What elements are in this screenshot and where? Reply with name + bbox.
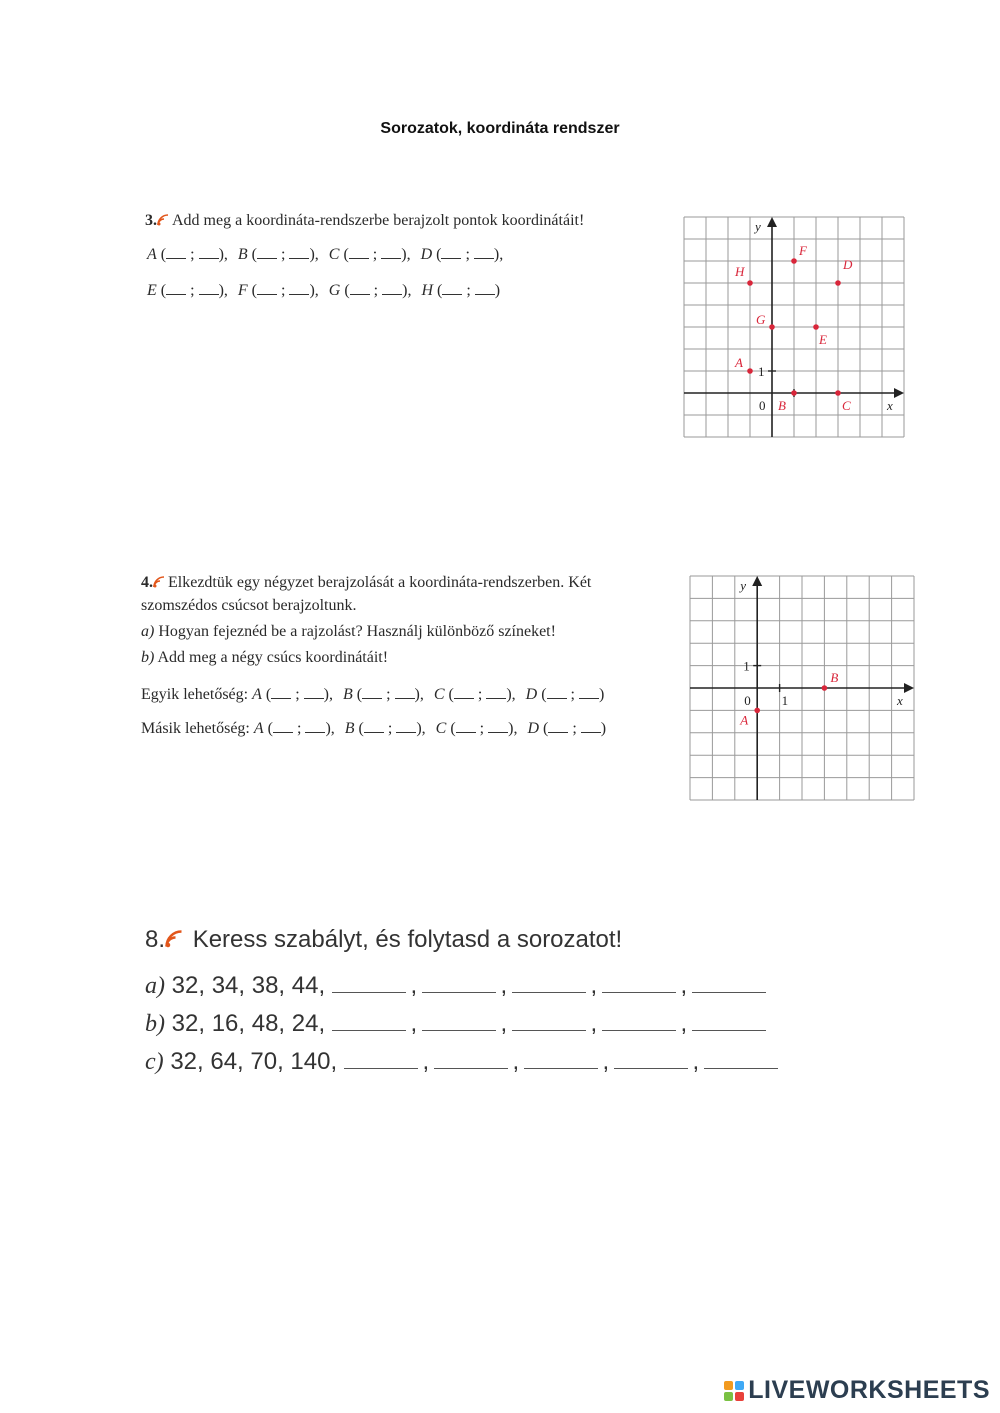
sequence-answer-blank[interactable] bbox=[422, 974, 496, 993]
sequence-row-b: b) 32, 16, 48, 24, , , , , bbox=[145, 1010, 778, 1038]
point-label: D bbox=[527, 720, 539, 737]
sequence-answer-blank[interactable] bbox=[512, 974, 586, 993]
point-f-marker bbox=[791, 258, 797, 264]
y-axis-arrow-icon bbox=[767, 217, 777, 227]
point-b-marker bbox=[791, 390, 797, 396]
coordinate-answer-g: G ( ; ), bbox=[328, 282, 412, 299]
sequence-answer-blank[interactable] bbox=[422, 1012, 496, 1031]
answer-blank-x[interactable] bbox=[362, 686, 382, 699]
task4-b-label: b) bbox=[141, 649, 155, 666]
task4-number: 4. bbox=[141, 574, 153, 591]
sequence-label: a) bbox=[145, 973, 165, 999]
sequence-answer-blank[interactable] bbox=[344, 1050, 418, 1069]
answer-blank-y[interactable] bbox=[486, 686, 506, 699]
answer-blank-y[interactable] bbox=[475, 282, 495, 295]
task4-prompt bbox=[141, 572, 681, 669]
origin-label: 0 bbox=[759, 398, 766, 413]
point-label: B bbox=[237, 246, 248, 263]
coordinate-answer-a: A ( ; ), bbox=[252, 686, 333, 703]
sequence-answer-blank[interactable] bbox=[524, 1050, 598, 1069]
point-d-marker bbox=[835, 280, 841, 286]
point-label: C bbox=[328, 246, 340, 263]
logo-icon bbox=[724, 1381, 744, 1401]
sequence-answer-blank[interactable] bbox=[614, 1050, 688, 1069]
point-label: B bbox=[344, 720, 355, 737]
point-label: D bbox=[525, 686, 538, 703]
point-label: A bbox=[253, 720, 264, 737]
task3-answer-row2 bbox=[147, 280, 510, 302]
answer-blank-y[interactable] bbox=[304, 686, 324, 699]
coordinate-answer-a: A ( ; ), bbox=[253, 720, 335, 737]
point-label: F bbox=[237, 282, 248, 299]
task4-b-text: Add meg a négy csúcs koordinátáit! bbox=[157, 649, 389, 666]
sequence-answer-blank[interactable] bbox=[704, 1050, 778, 1069]
task3-prompt-text: Add meg a koordináta-rendszerbe berajzolt pontok koordinátáit! bbox=[172, 212, 585, 229]
coordinate-answer-d: D ( ; ) bbox=[527, 720, 607, 737]
sequence-values: 32, 64, 70, 140, bbox=[170, 1048, 338, 1075]
task4-option1-row bbox=[141, 684, 614, 706]
x-axis-arrow-icon bbox=[904, 683, 914, 693]
task3-answer-row1 bbox=[147, 244, 513, 266]
sequence-answer-blank[interactable] bbox=[692, 974, 766, 993]
sequence-answer-blank[interactable] bbox=[332, 1012, 406, 1031]
answer-blank-y[interactable] bbox=[579, 686, 599, 699]
answer-blank-x[interactable] bbox=[257, 246, 277, 259]
answer-blank-y[interactable] bbox=[289, 246, 309, 259]
coordinate-answer-f: F ( ; ), bbox=[237, 282, 319, 299]
signal-icon bbox=[153, 573, 165, 595]
answer-blank-x[interactable] bbox=[166, 282, 186, 295]
y-axis-label: y bbox=[755, 219, 761, 234]
signal-icon bbox=[165, 927, 183, 955]
answer-blank-x[interactable] bbox=[454, 686, 474, 699]
point-g-marker bbox=[769, 324, 775, 330]
point-label: C bbox=[433, 686, 445, 703]
point-a-label: A bbox=[735, 355, 743, 370]
point-label: B bbox=[342, 686, 353, 703]
task4-a-text: Hogyan fejeznéd be a rajzolást? Használj különböző színeket! bbox=[158, 623, 556, 640]
logo-text: LIVEWORKSHEETS bbox=[748, 1376, 990, 1404]
answer-blank-x[interactable] bbox=[350, 282, 370, 295]
task4-option2-row bbox=[141, 718, 616, 740]
answer-blank-x[interactable] bbox=[166, 246, 186, 259]
sequence-row-c: c) 32, 64, 70, 140, , , , , bbox=[145, 1048, 778, 1076]
task3-number: 3. bbox=[145, 212, 157, 229]
point-e-marker bbox=[813, 324, 819, 330]
answer-blank-y[interactable] bbox=[199, 246, 219, 259]
answer-blank-y[interactable] bbox=[581, 720, 601, 733]
task4-option1-label: Egyik lehetőség: bbox=[141, 686, 249, 703]
answer-blank-x[interactable] bbox=[441, 246, 461, 259]
coordinate-answer-d: D ( ; ) bbox=[525, 686, 605, 703]
x-axis-arrow-icon bbox=[894, 388, 904, 398]
origin-label: 0 bbox=[744, 693, 751, 708]
answer-blank-y[interactable] bbox=[395, 686, 415, 699]
point-label: D bbox=[420, 246, 433, 263]
task4-prompt-line2: szomszédos csúcsot berajzoltunk. bbox=[141, 597, 357, 614]
answer-blank-y[interactable] bbox=[474, 246, 494, 259]
x-unit-label: 1 bbox=[781, 693, 789, 708]
sequence-row-a: a) 32, 34, 38, 44, , , , , bbox=[145, 972, 778, 1000]
task8-prompt-text: Keress szabályt, és folytasd a sorozatot! bbox=[192, 926, 623, 953]
coordinate-answer-c: C ( ; ), bbox=[328, 246, 411, 263]
answer-blank-y[interactable] bbox=[382, 282, 402, 295]
coordinate-answer-b: B ( ; ), bbox=[237, 246, 319, 263]
coordinate-answer-c: C ( ; ), bbox=[435, 720, 518, 737]
answer-blank-y[interactable] bbox=[381, 246, 401, 259]
sequence-values: 32, 34, 38, 44, bbox=[171, 972, 326, 999]
point-b-label: B bbox=[830, 670, 839, 685]
sequence-answer-blank[interactable] bbox=[434, 1050, 508, 1069]
answer-blank-x[interactable] bbox=[273, 720, 293, 733]
answer-blank-x[interactable] bbox=[364, 720, 384, 733]
point-c-marker bbox=[835, 390, 841, 396]
task3-prompt bbox=[145, 210, 584, 233]
point-g-label: G bbox=[756, 312, 766, 327]
task3-coordinate-grid bbox=[683, 216, 905, 438]
point-b-label: B bbox=[778, 398, 786, 413]
answer-blank-y[interactable] bbox=[305, 720, 325, 733]
task8-number: 8. bbox=[145, 926, 166, 953]
answer-blank-x[interactable] bbox=[456, 720, 476, 733]
coordinate-answer-c: C ( ; ), bbox=[433, 686, 516, 703]
answer-blank-x[interactable] bbox=[271, 686, 291, 699]
answer-blank-x[interactable] bbox=[547, 686, 567, 699]
coordinate-answer-d: D ( ; ), bbox=[420, 246, 504, 263]
task4-prompt-line1: Elkezdtük egy négyzet berajzolását a koordináta-rendszerben. Két bbox=[168, 574, 592, 591]
point-label: G bbox=[328, 282, 341, 299]
answer-blank-y[interactable] bbox=[289, 282, 309, 295]
answer-blank-x[interactable] bbox=[442, 282, 462, 295]
task8-prompt bbox=[145, 926, 622, 955]
point-label: E bbox=[147, 282, 157, 299]
coordinate-answer-e: E ( ; ), bbox=[147, 282, 228, 299]
answer-blank-x[interactable] bbox=[257, 282, 277, 295]
coordinate-answer-a: A ( ; ), bbox=[147, 246, 228, 263]
answer-blank-x[interactable] bbox=[349, 246, 369, 259]
answer-blank-y[interactable] bbox=[488, 720, 508, 733]
coordinate-answer-h: H ( ; ) bbox=[421, 282, 501, 299]
point-a-marker bbox=[747, 368, 753, 374]
point-c-label: C bbox=[842, 398, 851, 413]
answer-blank-y[interactable] bbox=[199, 282, 219, 295]
sequence-answer-blank[interactable] bbox=[692, 1012, 766, 1031]
answer-blank-x[interactable] bbox=[548, 720, 568, 733]
y-axis-label: y bbox=[740, 578, 746, 593]
point-f-label: F bbox=[799, 243, 807, 258]
sequence-label: c) bbox=[145, 1049, 164, 1075]
point-h-label: H bbox=[735, 264, 745, 279]
x-axis-label: x bbox=[887, 398, 893, 413]
sequence-values: 32, 16, 48, 24, bbox=[171, 1010, 326, 1037]
sequence-answer-blank[interactable] bbox=[332, 974, 406, 993]
point-label: H bbox=[421, 282, 434, 299]
sequence-label: b) bbox=[145, 1011, 165, 1037]
coordinate-answer-b: B ( ; ), bbox=[344, 720, 426, 737]
point-a-label: A bbox=[740, 712, 749, 728]
sequence-answer-blank[interactable] bbox=[512, 1012, 586, 1031]
point-e-label: E bbox=[819, 332, 827, 347]
task8-rows bbox=[145, 972, 778, 1086]
sequence-answer-blank[interactable] bbox=[602, 974, 676, 993]
sequence-answer-blank[interactable] bbox=[602, 1012, 676, 1031]
task4-coordinate-grid bbox=[689, 575, 915, 801]
task4-option2-label: Másik lehetőség: bbox=[141, 720, 250, 737]
y-unit-label: 1 bbox=[758, 364, 765, 379]
point-d-label: D bbox=[843, 257, 853, 272]
task4-a-label: a) bbox=[141, 623, 155, 640]
signal-icon bbox=[157, 211, 169, 233]
y-axis-arrow-icon bbox=[752, 576, 762, 586]
point-label: C bbox=[435, 720, 447, 737]
x-axis-label: x bbox=[897, 693, 903, 708]
liveworksheets-logo bbox=[724, 1376, 990, 1405]
page-title: Sorozatok, koordináta rendszer bbox=[380, 120, 620, 137]
point-label: A bbox=[147, 246, 157, 263]
point-a-marker bbox=[754, 708, 760, 714]
point-h-marker bbox=[747, 280, 753, 286]
y-unit-label: 1 bbox=[743, 658, 750, 674]
point-b-marker bbox=[822, 685, 828, 691]
answer-blank-y[interactable] bbox=[396, 720, 416, 733]
coordinate-answer-b: B ( ; ), bbox=[342, 686, 424, 703]
point-label: A bbox=[252, 686, 262, 703]
